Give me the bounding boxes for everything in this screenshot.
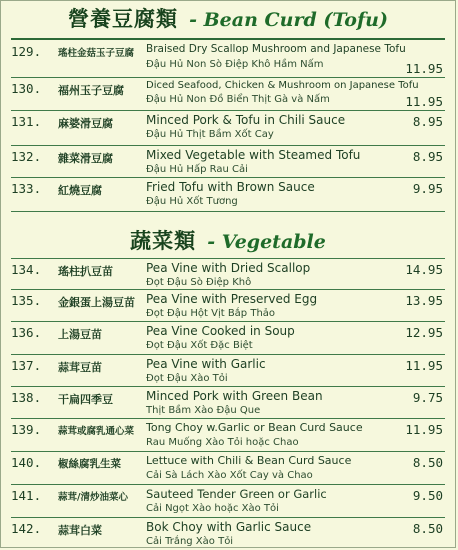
item-price: 9.50 xyxy=(412,488,443,503)
item-name-cn: 紅燒豆腐 xyxy=(58,184,102,197)
item-name-vn: Đọt Đậu Sò Điệp Khô xyxy=(146,277,252,288)
item-name-en: Mixed Vegetable with Steamed Tofu xyxy=(146,148,361,162)
item-number: 129. xyxy=(11,44,42,59)
item-name-cn: 金銀蛋上湯豆苗 xyxy=(58,296,135,309)
item-number: 135. xyxy=(11,293,42,308)
menu-item xyxy=(11,258,445,290)
item-name-cn: 瑤柱金菇玉子豆腐 xyxy=(58,48,135,59)
menu-item xyxy=(11,322,445,355)
item-name-vn: Đọt Đậu Xào Tỏi xyxy=(146,373,228,384)
item-number: 134. xyxy=(11,262,42,277)
item-number: 140. xyxy=(11,455,42,470)
item-number: 142. xyxy=(11,521,42,536)
menu-item xyxy=(11,41,445,78)
item-name-cn: 椒絲腐乳生菜 xyxy=(58,458,121,470)
menu-item xyxy=(11,485,445,518)
header-divider xyxy=(11,38,445,40)
item-name-vn: Đậu Hủ Hấp Rau Cải xyxy=(146,164,248,175)
section-title-cn: 蔬菜類 xyxy=(130,228,197,253)
section-header-bean-curd xyxy=(1,3,455,33)
item-number: 139. xyxy=(11,422,42,437)
item-name-cn: 干扁四季豆 xyxy=(58,393,113,406)
menu-item xyxy=(11,355,445,387)
item-price: 8.95 xyxy=(412,114,443,129)
item-number: 132. xyxy=(11,149,42,164)
menu-item xyxy=(11,518,445,549)
item-number: 141. xyxy=(11,488,42,503)
item-name-en: Pea Vine Cooked in Soup xyxy=(146,324,295,338)
item-name-vn: Đọt Đậu Hột Vịt Bắp Thảo xyxy=(146,308,276,319)
item-name-cn: 蒜茸白菜 xyxy=(58,524,102,537)
item-name-cn: 福州玉子豆腐 xyxy=(58,84,124,97)
item-name-en: Diced Seafood, Chicken & Mushroom on Japanese Tofu xyxy=(146,80,419,91)
item-name-en: Sauteed Tender Green or Garlic xyxy=(146,487,327,501)
item-name-cn: 瑤柱扒豆苗 xyxy=(58,265,113,278)
section-title-en: - Vegetable xyxy=(207,231,326,253)
section-title-cn: 營養豆腐類 xyxy=(68,6,179,31)
item-name-en: Pea Vine with Garlic xyxy=(146,357,266,371)
item-price: 11.95 xyxy=(405,422,443,437)
menu-item xyxy=(11,387,445,419)
item-name-cn: 雜菜滑豆腐 xyxy=(58,152,113,165)
item-number: 137. xyxy=(11,358,42,373)
item-number: 136. xyxy=(11,325,42,340)
item-name-vn: Đậu Hủ Non Đồ Biển Thịt Gà và Nấm xyxy=(146,94,330,105)
menu-item xyxy=(11,78,445,111)
item-number: 138. xyxy=(11,390,42,405)
item-name-en: Lettuce with Chili & Bean Curd Sauce xyxy=(146,454,352,467)
item-price: 8.50 xyxy=(412,455,443,470)
menu-item xyxy=(11,178,445,212)
item-number: 131. xyxy=(11,114,42,129)
item-name-en: Minced Pork with Green Bean xyxy=(146,389,323,403)
item-price: 8.95 xyxy=(412,149,443,164)
item-number: 133. xyxy=(11,181,42,196)
item-name-vn: Đọt Đậu Xốt Đặc Biệt xyxy=(146,340,253,351)
item-name-vn: Cải Ngọt Xào hoặc Xào Tỏi xyxy=(146,503,279,514)
item-name-en: Minced Pork & Tofu in Chili Sauce xyxy=(146,113,346,127)
item-name-vn: Cải Trắng Xào Tỏi xyxy=(146,536,234,547)
section-header-vegetable xyxy=(1,225,455,255)
item-price: 11.95 xyxy=(405,61,443,76)
item-name-vn: Rau Muống Xào Tỏi hoặc Chao xyxy=(146,437,299,448)
item-name-vn: Cải Sà Lách Xào Xốt Cay và Chao xyxy=(146,470,313,481)
item-price: 13.95 xyxy=(405,293,443,308)
menu-item xyxy=(11,452,445,485)
menu-item xyxy=(11,111,445,146)
item-price: 11.95 xyxy=(405,358,443,373)
item-price: 14.95 xyxy=(405,262,443,277)
item-price: 11.95 xyxy=(405,94,443,109)
item-name-en: Fried Tofu with Brown Sauce xyxy=(146,180,315,194)
item-name-en: Braised Dry Scallop Mushroom and Japanese Tofu xyxy=(146,43,406,55)
item-price: 8.50 xyxy=(412,521,443,536)
item-name-en: Pea Vine with Preserved Egg xyxy=(146,292,318,306)
item-name-cn: 上湯豆苗 xyxy=(58,328,102,341)
item-price: 9.95 xyxy=(412,181,443,196)
item-name-vn: Đậu Hủ Non Sò Điệp Khô Hầm Nấm xyxy=(146,59,324,70)
item-name-vn: Thịt Bầm Xào Đậu Que xyxy=(146,405,261,416)
menu-item xyxy=(11,419,445,452)
item-name-cn: 蒜茸豆苗 xyxy=(58,361,102,374)
item-name-en: Tong Choy w.Garlic or Bean Curd Sauce xyxy=(146,421,363,434)
item-name-en: Bok Choy with Garlic Sauce xyxy=(146,520,312,534)
item-price: 9.75 xyxy=(412,390,443,405)
section-title-en: - Bean Curd (Tofu) xyxy=(189,9,388,31)
item-number: 130. xyxy=(11,81,42,96)
menu-item xyxy=(11,146,445,178)
item-name-cn: 蒜茸/清炒油菜心 xyxy=(58,492,128,503)
item-name-cn: 蒜茸或腐乳通心菜 xyxy=(58,426,135,437)
item-name-vn: Đậu Hủ Thịt Bầm Xốt Cay xyxy=(146,129,274,140)
item-price: 12.95 xyxy=(405,325,443,340)
menu-item xyxy=(11,290,445,322)
item-name-vn: Đậu Hủ Xốt Tương xyxy=(146,196,238,207)
item-name-en: Pea Vine with Dried Scallop xyxy=(146,261,311,275)
item-name-cn: 麻婆滑豆腐 xyxy=(58,117,113,130)
